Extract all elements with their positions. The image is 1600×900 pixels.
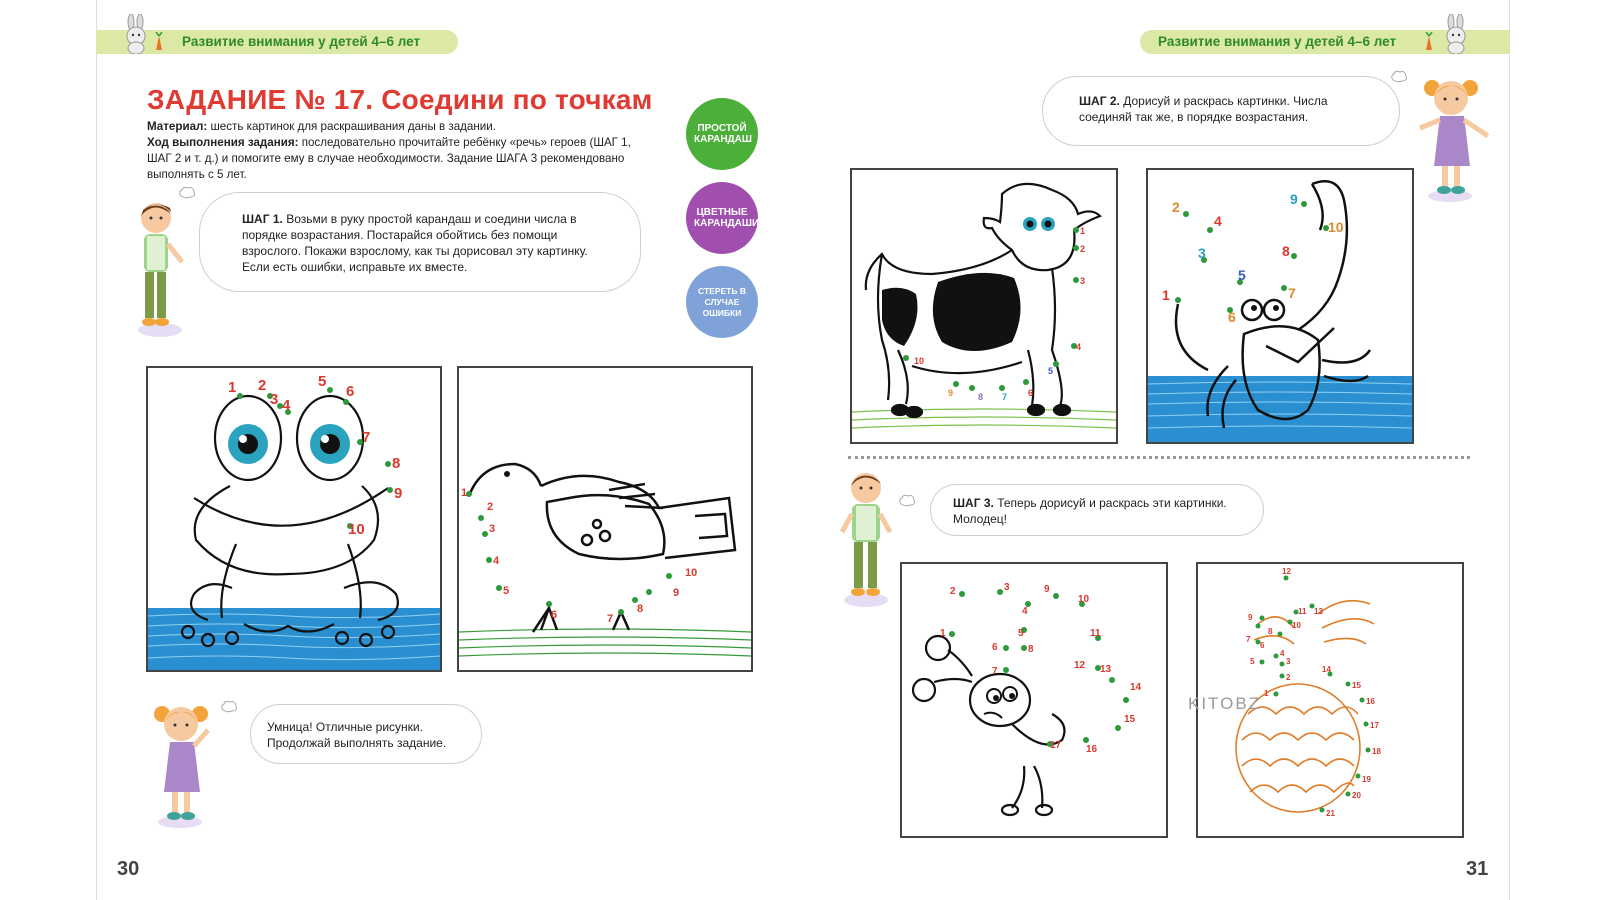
dot-number: 2 bbox=[258, 377, 267, 394]
dotted-divider bbox=[848, 456, 1470, 459]
dot-number: 1 bbox=[1264, 689, 1269, 698]
dot-number: 16 bbox=[1366, 697, 1375, 706]
badge-label: СТЕРЕТЬ В СЛУЧАЕ ОШИБКИ bbox=[698, 285, 746, 318]
watermark: KITOBZ bbox=[1188, 694, 1262, 713]
eraser-badge bbox=[686, 266, 758, 338]
dot-number: 6 bbox=[1260, 641, 1265, 650]
dot-number: 7 bbox=[992, 666, 998, 677]
thought-cloud-icon bbox=[898, 494, 916, 508]
dot-number: 11 bbox=[1090, 628, 1101, 639]
dot-number: 3 bbox=[489, 523, 496, 535]
ant-drawing bbox=[902, 564, 1166, 836]
dot-number: 8 bbox=[1028, 644, 1034, 655]
dot-number: 8 bbox=[1282, 243, 1290, 259]
dot-number: 11 bbox=[1298, 607, 1307, 616]
material-text: шесть картинок для раскрашивания даны в задании. bbox=[210, 120, 496, 133]
dot-number: 14 bbox=[1322, 665, 1331, 674]
dot-number: 7 bbox=[1246, 635, 1251, 644]
dot-number: 17 bbox=[1370, 721, 1379, 730]
cow-picture-frame bbox=[850, 168, 1118, 444]
page-number-left: 30 bbox=[117, 858, 140, 880]
bird-picture-frame bbox=[457, 366, 753, 672]
ant-picture-frame bbox=[900, 562, 1168, 838]
step2-bubble bbox=[1042, 76, 1400, 146]
frog-picture-frame bbox=[146, 366, 442, 672]
dot-number: 8 bbox=[637, 603, 644, 615]
cow-drawing bbox=[852, 170, 1116, 442]
crab-picture-frame bbox=[1146, 168, 1414, 444]
page-title: ЗАДАНИЕ № 17. Соедини по точкам bbox=[147, 84, 653, 115]
dot-number: 1 bbox=[940, 628, 946, 639]
badge-label: ЦВЕТНЫЕ КАРАНДАШИ bbox=[694, 207, 760, 229]
dot-number: 5 bbox=[1250, 657, 1255, 666]
dot-number: 2 bbox=[1080, 244, 1086, 254]
dot-number: 2 bbox=[1286, 673, 1291, 682]
dot-number: 1 bbox=[1162, 287, 1170, 303]
material-label: Материал: bbox=[147, 120, 208, 133]
dot-number: 5 bbox=[503, 585, 510, 597]
dot-number: 10 bbox=[1078, 594, 1090, 605]
dot-number: 6 bbox=[1228, 309, 1236, 325]
task-description bbox=[147, 119, 647, 183]
dot-number: 8 bbox=[978, 392, 984, 402]
procedure-label: Ход выполнения задания: bbox=[147, 136, 299, 149]
dot-number: 10 bbox=[914, 356, 925, 366]
dot-number: 4 bbox=[1022, 606, 1028, 617]
page-number-right: 31 bbox=[1466, 858, 1489, 880]
dot-number: 20 bbox=[1352, 791, 1361, 800]
dot-number: 17 bbox=[1050, 740, 1062, 751]
badge-label: ПРОСТОЙ КАРАНДАШ bbox=[694, 123, 752, 145]
dot-number: 4 bbox=[493, 555, 500, 567]
carrot-icon bbox=[1424, 32, 1434, 52]
step1-label: ШАГ 1. bbox=[242, 212, 283, 226]
dot-number: 9 bbox=[1044, 584, 1050, 595]
dot-number: 10 bbox=[685, 567, 698, 579]
step3-text: Теперь дорисуй и раскрась эти картинки. Молодец! bbox=[953, 496, 1227, 526]
dot-number: 5 bbox=[1238, 267, 1246, 283]
dot-number: 12 bbox=[1074, 660, 1086, 671]
dot-number: 10 bbox=[1292, 621, 1301, 630]
procedure-text: последовательно прочитайте ребёнку «речь» героев (ШАГ 1, ШАГ 2 и т. д.) и помогите ему в случае необходимости. Задание ШАГА 3 рекомендовано выполнять с 5 лет. bbox=[147, 136, 631, 181]
step3-label: ШАГ 3. bbox=[953, 496, 994, 510]
step2-text: Дорисуй и раскрась картинки. Числа соединяй так же, в порядке возрастания. bbox=[1079, 94, 1328, 124]
dot-number: 6 bbox=[551, 609, 558, 621]
dot-number: 7 bbox=[607, 613, 614, 625]
dot-number: 13 bbox=[1314, 607, 1323, 616]
bunny-icon bbox=[120, 14, 152, 54]
header-banner-left: Развитие внимания у детей 4–6 лет bbox=[96, 30, 458, 54]
thought-cloud-icon bbox=[220, 700, 238, 714]
dot-number: 7 bbox=[362, 429, 371, 446]
dot-number: 8 bbox=[1268, 627, 1273, 636]
dot-number: 12 bbox=[1282, 567, 1291, 576]
dot-number: 10 bbox=[1328, 219, 1344, 235]
dot-number: 3 bbox=[1286, 657, 1291, 666]
dot-number: 2 bbox=[487, 501, 494, 513]
header-banner-right: Развитие внимания у детей 4–6 лет bbox=[1140, 30, 1510, 54]
bunny-icon bbox=[1440, 14, 1472, 54]
praise-text: Умница! Отличные рисунки. Продолжай выполнять задание. bbox=[267, 720, 447, 750]
dot-number: 6 bbox=[346, 383, 355, 400]
dot-number: 8 bbox=[392, 455, 401, 472]
dot-number: 5 bbox=[1018, 628, 1024, 639]
dot-number: 1 bbox=[461, 487, 468, 499]
boy-illustration bbox=[134, 200, 186, 340]
dot-number: 9 bbox=[948, 388, 954, 398]
dot-number: 4 bbox=[282, 397, 291, 414]
dot-number: 4 bbox=[1214, 213, 1222, 229]
boy-illustration bbox=[838, 470, 894, 610]
dot-number: 5 bbox=[318, 373, 327, 390]
praise-bubble bbox=[250, 704, 482, 764]
dot-number: 9 bbox=[1248, 613, 1253, 622]
thought-cloud-icon bbox=[1390, 70, 1408, 84]
dot-number: 10 bbox=[348, 521, 365, 538]
dot-number: 3 bbox=[1080, 276, 1086, 286]
dot-number: 7 bbox=[1002, 392, 1008, 402]
dot-number: 7 bbox=[1288, 285, 1296, 301]
dot-number: 4 bbox=[1280, 649, 1285, 658]
step1-text: Возьми в руку простой карандаш и соедини числа в порядке возрастания. Постарайся обойтись без помощи взрослого. Покажи взрослому, как ты дорисовал эту картинку. Если есть ошибки, исправьте их вместе. bbox=[242, 212, 588, 274]
dot-number: 16 bbox=[1086, 744, 1098, 755]
dot-number: 2 bbox=[1172, 199, 1180, 215]
dot-number: 14 bbox=[1130, 682, 1142, 693]
dot-number: 15 bbox=[1352, 681, 1361, 690]
dot-number: 1 bbox=[1080, 226, 1086, 236]
dot-number: 2 bbox=[950, 586, 956, 597]
dot-number: 5 bbox=[1048, 366, 1054, 376]
dot-number: 6 bbox=[992, 642, 998, 653]
crab-drawing bbox=[1148, 170, 1412, 442]
color-pencils-badge bbox=[686, 182, 758, 254]
dot-number: 19 bbox=[1362, 775, 1371, 784]
girl-illustration bbox=[1410, 74, 1494, 204]
dot-number: 9 bbox=[1290, 191, 1298, 207]
step2-label: ШАГ 2. bbox=[1079, 94, 1120, 108]
dot-number: 21 bbox=[1326, 809, 1335, 818]
dot-number: 13 bbox=[1100, 664, 1112, 675]
carrot-icon bbox=[154, 32, 164, 52]
step1-bubble bbox=[199, 192, 641, 292]
dot-number: 3 bbox=[1198, 245, 1206, 261]
dot-number: 9 bbox=[673, 587, 680, 599]
dot-number: 9 bbox=[394, 485, 403, 502]
frog-drawing bbox=[148, 368, 440, 670]
thought-cloud-icon bbox=[178, 186, 196, 200]
bird-drawing bbox=[459, 368, 751, 670]
dot-number: 3 bbox=[270, 391, 279, 408]
girl-illustration bbox=[150, 700, 214, 830]
dot-number: 3 bbox=[1004, 582, 1010, 593]
step3-bubble bbox=[930, 484, 1264, 536]
pencil-badge bbox=[686, 98, 758, 170]
dot-number: 15 bbox=[1124, 714, 1136, 725]
dot-number: 18 bbox=[1372, 747, 1381, 756]
dot-number: 6 bbox=[1028, 388, 1034, 398]
dot-number: 4 bbox=[1076, 342, 1082, 352]
dot-number: 1 bbox=[228, 379, 237, 396]
